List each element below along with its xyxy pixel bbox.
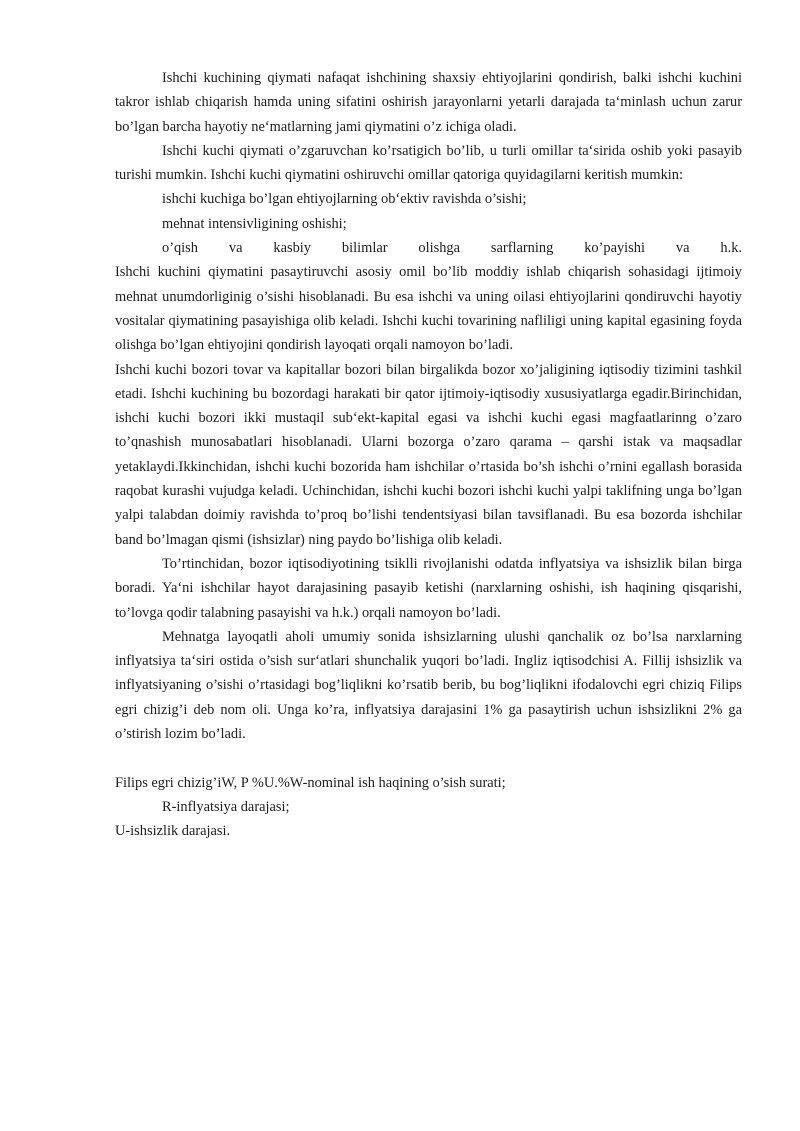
paragraph-labor-value: Ishchi kuchining qiymati nafaqat ishchining shaxsiy ehtiyojlarini qondirish, balki ishchi kuchini takror ishlab chiqarish hamda uning sifatini oshirish jarayonlarni yetarli darajada ta‘minlash uchun zarur bo’lgan barcha hayotiy ne‘matlarning jami qiymatini o’z ichiga oladi. [115, 70, 742, 135]
list-item-education-costs: o’qish va kasbiy bilimlar olishga sarflarning ko’payishi va h.k. [162, 240, 742, 257]
blank-line [115, 746, 742, 770]
paragraph-value-factors: Ishchi kuchi qiymati o’zgaruvchan ko’rsatigich bo’lib, u turli omillar ta‘sirida oshib yoki pasayib turishi mumkin. Ishchi kuchi qiymatini oshiruvchi omillar qatoriga quyidagilarni keritish mumkin: [115, 142, 742, 184]
paragraph-inflation-unemployment: To’rtinchidan, bozor iqtisodiyotining tsiklli rivojlanishi odatda inflyatsiya va ishsizlik bilan birga boradi. Ya‘ni ishchilar hayot darajasining pasayib ketishi (narxlarning oshishi, ish haqining qisqarishi, to’lovga qodir talabning pasayishi va h.k.) orqali namoyon bo’ladi. [115, 555, 742, 621]
formula-line-wage: Filips egri chizig’iW, P %U.%W-nominal ish haqining o’sish surati; [115, 774, 506, 791]
paragraph-phillips-curve: Mehnatga layoqatli aholi umumiy sonida ishsizlarning ulushi qanchalik oz bo’lsa narxlarning inflyatsiya ta‘siri ostida o’sish sur‘atlari shunchalik yuqori bo’ladi. Ingliz iqtisodchisi A. Fillij ishsizlik va inflyatsiyaning o’sishi o’rtasidagi bog’liqlikni ko’rsatib berib, bu bog’liqlikni ifodalovchi egri chiziq Filips egri chizig’i deb nom oli. Unga ko’ra, inflyatsiya darajasini 1% ga pasaytirish uchun ishsizlikni 2% ga o’stirish lozim bo’ladi. [115, 628, 742, 743]
paragraph-decreasing-factor: Ishchi kuchini qiymatini pasaytiruvchi asosiy omil bo’lib moddiy ishlab chiqarish sohasidagi ijtimoiy mehnat unumdorliginig o’sishi hisoblanadi. Bu esa ishchi va uning oilasi ehtiyojlarini qondiruvchi hayotiy vositalar qiymatining pasayishiga olib keladi. Ishchi kuchi tovarining nafliligi uning kapital egasining foyda olishga bo’lgan ehtiyojini qondirish layoqati orqali namoyon bo’ladi. [115, 264, 742, 354]
list-item-intensity: mehnat intensivligining oshishi; [162, 215, 347, 232]
list-item-needs-growth: ishchi kuchiga bo’lgan ehtiyojlarning ob‘ektiv ravishda o’sishi; [162, 191, 527, 208]
formula-line-unemployment: U-ishsizlik darajasi. [115, 823, 231, 840]
document-page [115, 66, 742, 844]
formula-line-inflation: R-inflyatsiya darajasi; [162, 798, 290, 815]
paragraph-labor-market: Ishchi kuchi bozori tovar va kapitallar bozori bilan birgalikda bozor xo’jaligining iqtisodiy tizimini tashkil etadi. Ishchi kuchining bu bozordagi harakati bir qator ijtimoiy-iqtisodiy xususiyatlarga egadir.Birinchidan, ishchi kuchi bozori ikki mustaqil sub‘ekt-kapital egasi va ishchi kuchi egasi magfaatlarinng o’zaro to’qnashish munosabatlari hisoblanadi. Ularni bozorga o’zaro qarama – qarshi istak va maqsadlar yetaklaydi.Ikkinchidan, ishchi kuchi bozorida ham ishchilar o’rtasida bo’sh ishchi o’rnini egallash borasida raqobat kurashi vujudga keladi. Uchinchidan, ishchi kuchi bozori ishchi kuchi yalpi taklifning unga bo’lgan yalpi talabdan doimiy ravishda to’proq bo’lishi tendentsiyasi bilan tavsiflanadi. Bu esa bozorda ishchilar band bo’lmagan qismi (ishsizlar) ning paydo bo’lishiga olib keladi. [115, 361, 742, 548]
